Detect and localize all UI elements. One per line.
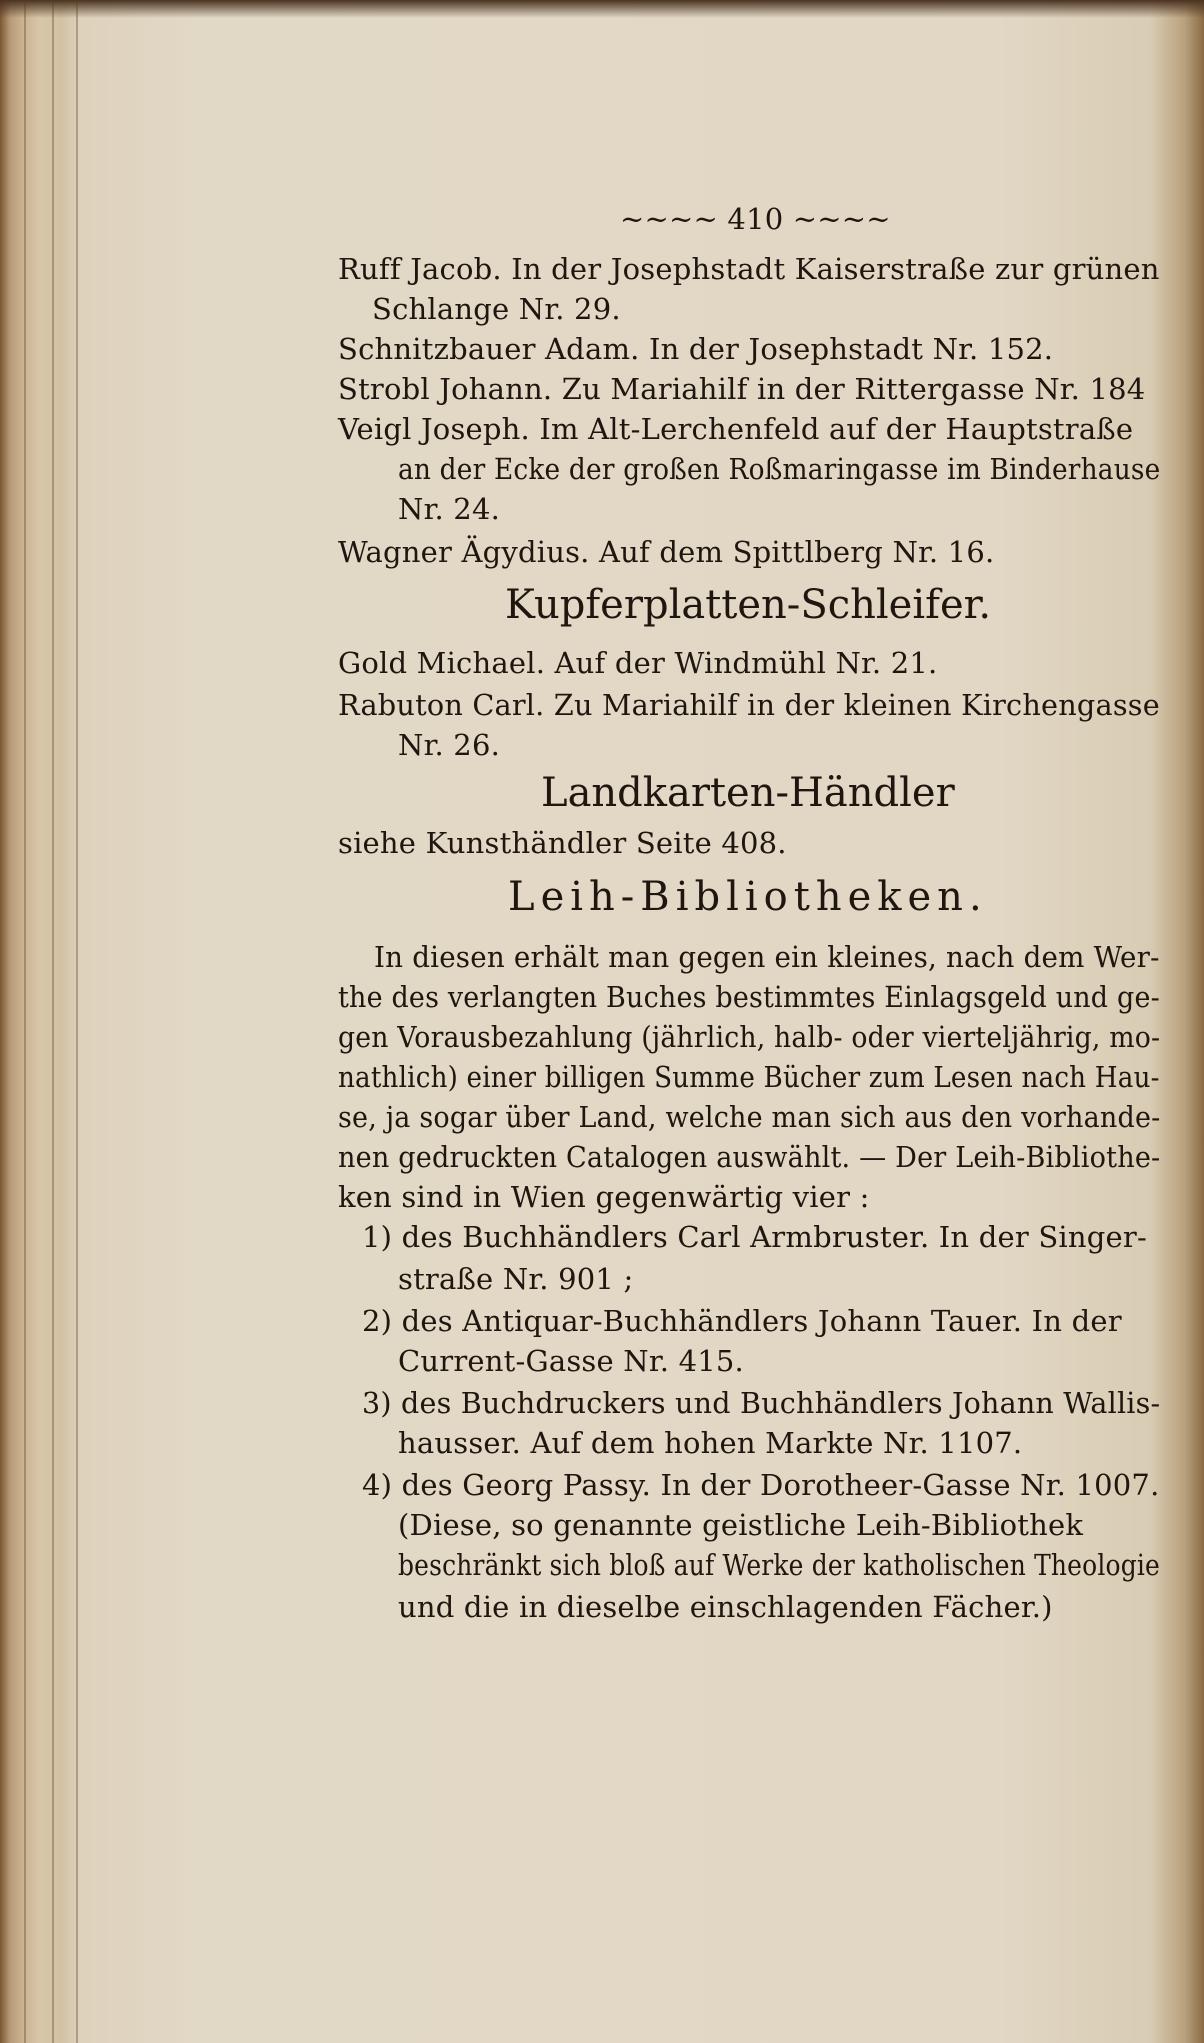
entry-line: Nr. 26. (398, 728, 501, 762)
entry-line: Ruff Jacob. In der Josephstadt Kaiserstraße zur grünen (338, 252, 1160, 286)
list-line: 2) des Antiquar-Buchhändlers Johann Tauer. In der (362, 1304, 1122, 1338)
list-line: (Diese, so genannte geistliche Leih-Bibliothek (398, 1508, 1084, 1542)
entry-line: Rabuton Carl. Zu Mariahilf in der kleinen Kirchengasse (338, 688, 1160, 722)
paragraph-line: nen gedruckten Catalogen auswählt. — Der Leih-Bibliothe- (338, 1140, 1161, 1174)
list-line: hausser. Auf dem hohen Markte Nr. 1107. (398, 1426, 1023, 1460)
section-heading: Kupferplatten-Schleifer. (505, 582, 992, 628)
paragraph-line: the des verlangten Buches bestimmtes Einlagsgeld und ge- (338, 980, 1160, 1014)
list-line: 1) des Buchhändlers Carl Armbruster. In der Singer- (362, 1220, 1147, 1254)
list-line: beschränkt sich bloß auf Werke der katholischen Theologie (398, 1548, 1160, 1582)
entry-line: Veigl Joseph. Im Alt-Lerchenfeld auf der Hauptstraße (338, 412, 1134, 446)
section-heading: Leih-Bibliotheken. (508, 874, 988, 920)
list-line: straße Nr. 901 ; (398, 1262, 634, 1296)
see-also-line: siehe Kunsthändler Seite 408. (338, 826, 787, 860)
paragraph-line: gen Vorausbezahlung (jährlich, halb- oder vierteljährig, mo- (338, 1020, 1161, 1054)
list-line: 4) des Georg Passy. In der Dorotheer-Gasse Nr. 1007. (362, 1468, 1160, 1502)
list-line: Current-Gasse Nr. 415. (398, 1344, 744, 1378)
entry-line: an der Ecke der großen Roßmaringasse im Binderhause (398, 452, 1161, 486)
paragraph-line: se, ja sogar über Land, welche man sich aus den vorhande- (338, 1100, 1161, 1134)
list-line: 3) des Buchdruckers und Buchhändlers Johann Wallis- (362, 1386, 1161, 1420)
entry-line: Gold Michael. Auf der Windmühl Nr. 21. (338, 646, 938, 680)
paragraph-line: In diesen erhält man gegen ein kleines, nach dem Wer- (374, 940, 1160, 974)
entry-line: Wagner Ägydius. Auf dem Spittlberg Nr. 16. (338, 535, 995, 569)
section-heading: Landkarten-Händler (541, 770, 955, 816)
entry-line: Strobl Johann. Zu Mariahilf in der Rittergasse Nr. 184 (338, 372, 1146, 406)
entry-line: Nr. 24. (398, 492, 501, 526)
entry-line: Schlange Nr. 29. (372, 292, 621, 326)
paragraph-line: nathlich) einer billigen Summe Bücher zum Lesen nach Hau- (338, 1060, 1160, 1094)
list-line: und die in dieselbe einschlagenden Fächer.) (398, 1590, 1053, 1624)
paragraph-line: ken sind in Wien gegenwärtig vier : (338, 1180, 870, 1214)
entry-line: Schnitzbauer Adam. In der Josephstadt Nr. 152. (338, 332, 1054, 366)
page-number: ~~~~ 410 ~~~~ (620, 202, 891, 236)
